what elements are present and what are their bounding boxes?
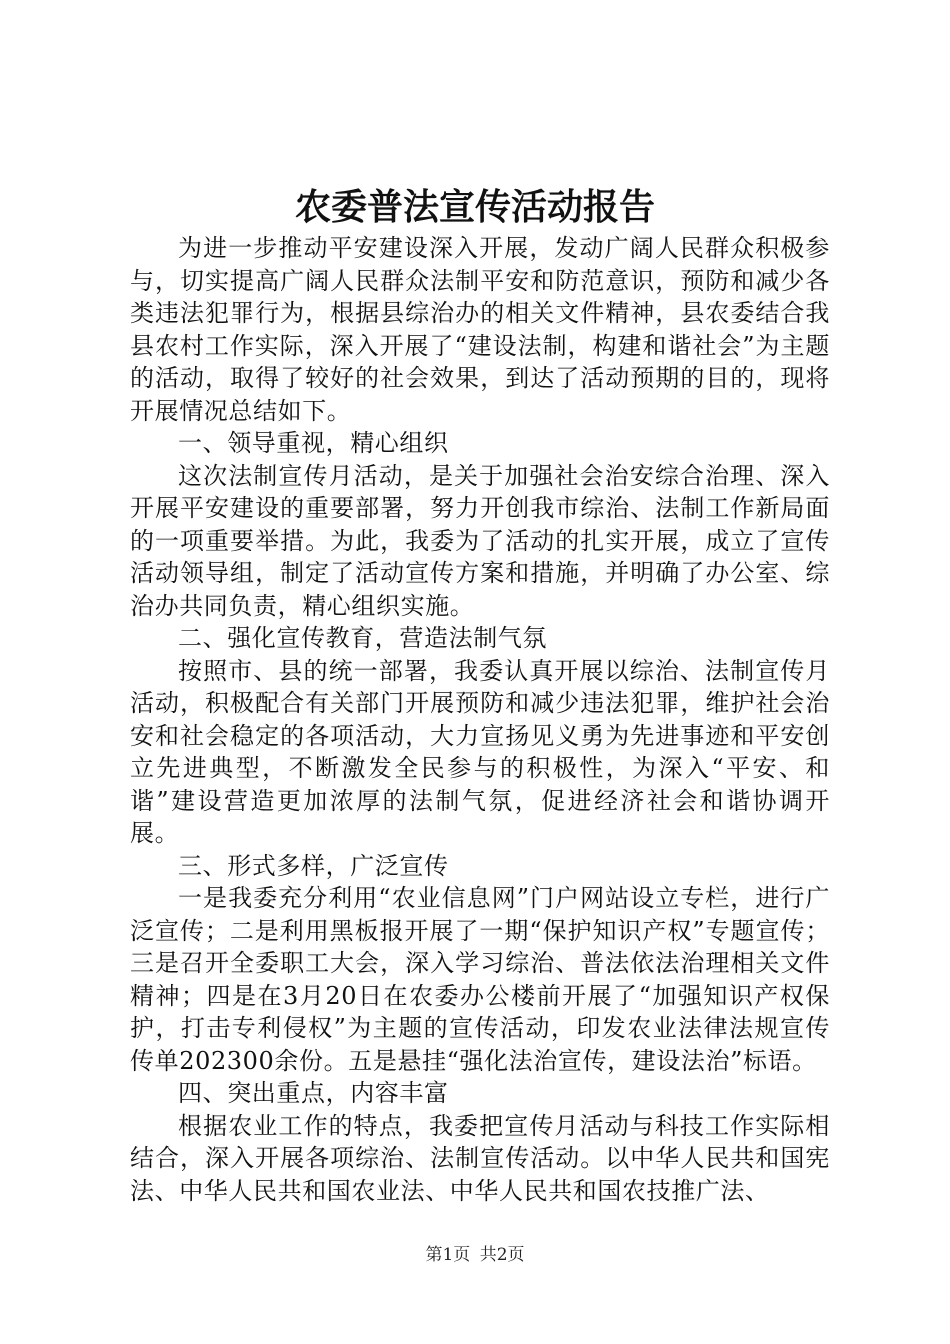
section-paragraph-4: 根据农业工作的特点，我委把宣传月活动与科技工作实际相结合，深入开展各项综治、法制宣传活动。以中华人民共和国宪法、中华人民共和国农业法、中华人民共和国农技推广法、	[130, 1111, 830, 1205]
section-paragraph-3: 一是我委充分利用“农业信息网”门户网站设立专栏，进行广泛宣传；二是利用黑板报开展了一期“保护知识产权”专题宣传；三是召开全委职工大会，深入学习综治、普法依法治理相关文件精神；四是在3月20日在农委办公楼前开展了“加强知识产权保护，打击专利侵权”为主题的宣传活动，印发农业法律法规宣传传单202300余份。五是悬挂“强化法治宣传，建设法治”标语。	[130, 884, 830, 1075]
page-number: 第1页	[425, 1245, 471, 1265]
document-title: 农委普法宣传活动报告	[294, 186, 655, 228]
section-paragraph-1: 这次法制宣传月活动，是关于加强社会治安综合治理、深入开展平安建设的重要部署，努力开创我市综治、法制工作新局面的一项重要举措。为此，我委为了活动的扎实开展，成立了宣传活动领导组，制定了活动宣传方案和措施，并明确了办公室、综治办共同负责，精心组织实施。	[130, 461, 830, 620]
section-paragraph-2: 按照市、县的统一部署，我委认真开展以综治、法制宣传月活动，积极配合有关部门开展预防和减少违法犯罪，维护社会治安和社会稳定的各项活动，大力宣扬见义勇为先进事迹和平安创立先进典型，不断激发全民参与的积极性，为深入“平安、和谐”建设营造更加浓厚的法制气氛，促进经济社会和谐协调开展。	[130, 656, 830, 847]
page-footer	[0, 1244, 950, 1266]
section-heading-2: 二、强化宣传教育，营造法制气氛	[178, 624, 547, 652]
section-heading-3: 三、形式多样，广泛宣传	[178, 851, 449, 880]
intro-paragraph: 为进一步推动平安建设深入开展，发动广阔人民群众积极参与，切实提高广阔人民群众法制平安和防范意识，预防和减少各类违法犯罪行为，根据县综治办的相关文件精神，县农委结合我县农村工作实际，深入开展了“建设法制，构建和谐社会”为主题的活动，取得了较好的社会效果，到达了活动预期的目的，现将开展情况总结如下。	[130, 234, 830, 425]
section-heading-4: 四、突出重点，内容丰富	[178, 1079, 449, 1107]
document-body	[130, 232, 830, 1207]
page-total: 共2页	[479, 1245, 525, 1265]
section-heading-1: 一、领导重视，精心组织	[178, 429, 449, 457]
